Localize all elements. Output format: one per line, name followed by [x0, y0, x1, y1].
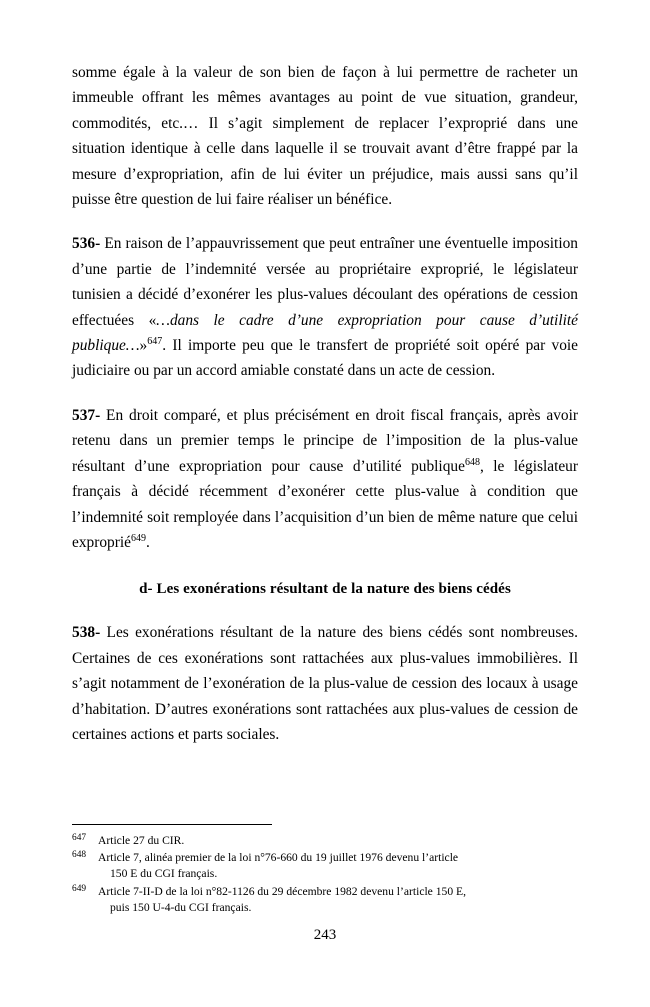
section-subheading: d- Les exonérations résultant de la nature des biens cédés — [139, 581, 511, 598]
paragraph-number-536: 536- — [72, 235, 101, 253]
paragraph-536-part2: » — [139, 337, 148, 355]
page-number: 243 — [313, 927, 337, 943]
paragraph-1: somme égale à la valeur de son bien de façon à lui permettre de racheter un immeuble offrant les mêmes avantages au point de vue situation, grandeur, commodités, etc.… Il s’agit simplement de replacer l’exproprié dans une situation identique à celle dans laquelle il se trouvait avant d’être frappé par la mesure d’expropriation, afin de lui éviter un préjudice, mais aussi sans qu’il puisse être question de lui faire réaliser un bénéfice. — [72, 64, 578, 209]
footnote-area — [72, 824, 578, 917]
footnote-marker-649: 649 — [72, 883, 87, 894]
footnote-648 — [72, 850, 578, 882]
footnote-ref-647[interactable]: 647 — [147, 335, 163, 347]
footnote-marker-648: 648 — [72, 850, 87, 861]
paragraph-536-part3: . Il importe peu que le transfert de propriété soit opéré par voie judiciaire ou par un accord amiable constaté dans un acte de cession. — [72, 337, 578, 380]
footnote-marker-647: 647 — [72, 833, 87, 843]
footnote-649 — [72, 884, 578, 916]
paragraph-number-538: 538- — [72, 624, 101, 642]
footnote-ref-648[interactable]: 648 — [464, 456, 480, 468]
paragraph-537 — [72, 403, 578, 555]
footnote-text-648: Article 7, alinéa premier de la loi n°76-660 du 19 juillet 1976 devenu l’article 150 E du CGI français. — [98, 851, 459, 881]
paragraph-538 — [72, 620, 578, 747]
footnote-647 — [72, 833, 578, 849]
footnote-text-647: Article 27 du CIR. — [98, 834, 185, 847]
paragraph-536-quote: …dans le cadre d’une expropriation pour cause d’utilité publique… — [72, 311, 578, 355]
paragraph-537-part2: , le législateur français à décidé récemment d’exonérer cette plus-value à condition que l’indemnité soit remployée dans l’acquisition d’un bien de même nature que celui exproprié — [72, 457, 578, 551]
footnote-ref-649[interactable]: 649 — [130, 532, 146, 544]
paragraph-number-537: 537- — [72, 406, 101, 424]
paragraph-537-part1: En droit comparé, et plus précisément en droit fiscal français, après avoir retenu dans un premier temps le principe de l’imposition de la plus-value résultant d’une expropriation pour cause d’utilité publique — [72, 406, 578, 475]
paragraph-538-text: Les exonérations résultant de la nature des biens cédés sont nombreuses. Certaines de ces exonérations sont rattachées aux plus-values immobilières. Il s’agit notamment de l’exonération de la plus-value de cession des locaux à usage d’habitation. D’autres exonérations sont rattachées aux plus-values de cession de certaines actions et parts sociales. — [72, 624, 578, 743]
paragraph-536-part1: En raison de l’appauvrissement que peut entraîner une éventuelle imposition d’une partie de l’indemnité versée au propriétaire exproprié, le législateur tunisien a décidé d’exonérer les plus-values découlant des opérations de cession effectuées « — [72, 235, 578, 329]
paragraph-536 — [72, 231, 578, 383]
footnote-separator-rule — [72, 824, 272, 825]
footnote-text-649: Article 7-II-D de la loi n°82-1126 du 29 décembre 1982 devenu l’article 150 E, puis 150 U-4-du CGI français. — [98, 884, 466, 914]
paragraph-537-part3: . — [145, 533, 150, 551]
